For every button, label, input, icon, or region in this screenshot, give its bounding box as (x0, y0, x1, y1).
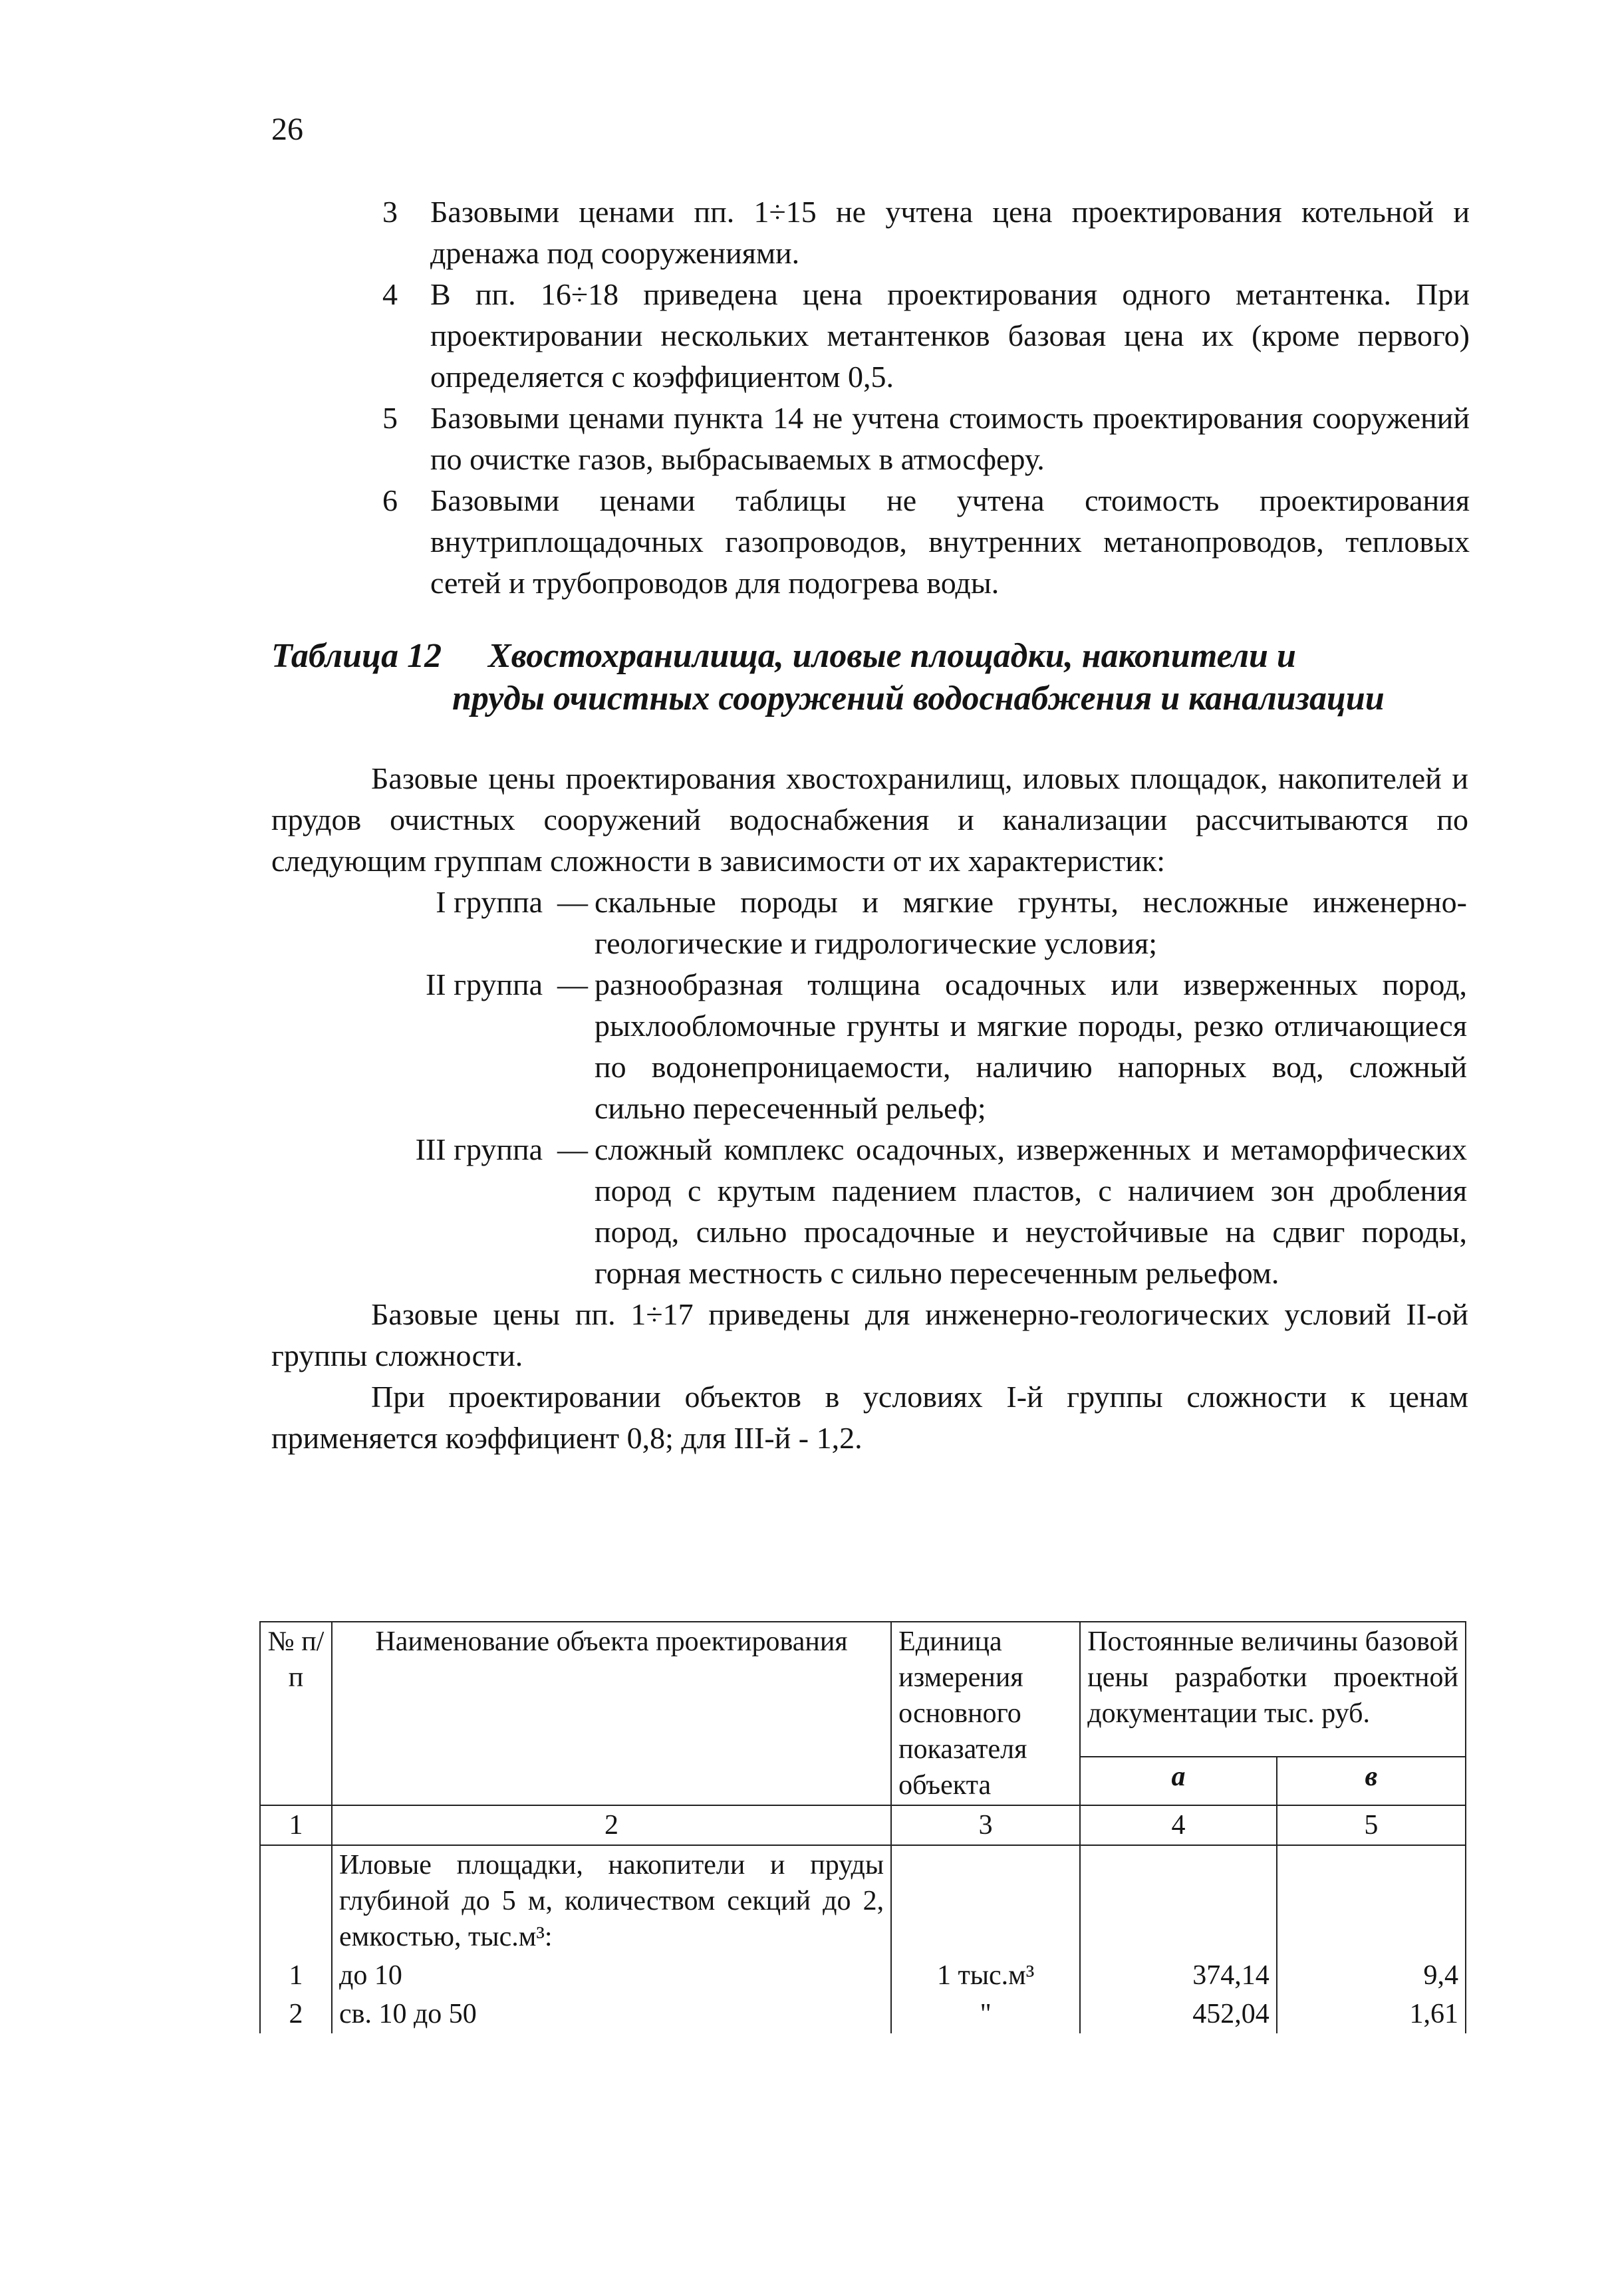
group-dash: — (557, 1132, 588, 1166)
column-number: 2 (332, 1805, 891, 1845)
note-number: 6 (382, 483, 398, 517)
group-name: II группа (425, 967, 543, 1001)
group-dash: — (557, 967, 588, 1001)
table-heading-line1 (271, 635, 1468, 678)
table-label: Таблица 12 (271, 637, 442, 675)
group-name: I группа (436, 885, 543, 919)
column-number: 1 (260, 1805, 332, 1845)
note-number: 4 (382, 277, 398, 311)
row-unit: 1 тыс.м³ (891, 1956, 1080, 1995)
paragraph-group-note: Базовые цены пп. 1÷17 приведены для инженерно-геологических условий II-ой группы сложности. (271, 1297, 1468, 1372)
column-number: 5 (1277, 1805, 1466, 1845)
table-header-row (260, 1622, 1466, 1757)
table-title-part2: пруды очистных сооружений водоснабжения и канализации (452, 680, 1385, 717)
row-value-b: 1,61 (1277, 1995, 1466, 2033)
group-description: разнообразная толщина осадочных или изверженных пород, рыхлообломочные грунты и мягкие породы, резко отличающиеся по водонепроницаемости, наличию напорных вод, сложный сильно пересеченный рельеф; (595, 967, 1467, 1125)
table-group-row (260, 1845, 1466, 1956)
row-number: 2 (260, 1995, 332, 2033)
intro-paragraph: Базовые цены проектирования хвостохранилищ, иловых площадок, накопителей и прудов очистных сооружений водоснабжения и канализации рассчитываются по следующим группам сложности в зависимости от их характеристик: (271, 761, 1468, 878)
group-title: Иловые площадки, накопители и пруды глубиной до 5 м, количеством секций до 2, емкостью, тыс.м³: (332, 1845, 891, 1956)
note-text: Базовыми ценами пункта 14 не учтена стоимость проектирования сооружений по очистке газов, выбрасываемых в атмосферу. (430, 401, 1470, 476)
intro-section (271, 758, 1468, 1459)
header-number: № п/п (260, 1622, 332, 1805)
row-name: до 10 (332, 1956, 891, 1995)
column-number: 4 (1080, 1805, 1277, 1845)
note-text: Базовыми ценами таблицы не учтена стоимость проектирования внутриплощадочных газопроводов, внутренних метанопроводов, тепловых сетей и трубопроводов для подогрева воды. (430, 483, 1470, 600)
header-object-name: Наименование объекта проектирования (332, 1622, 891, 1805)
group-description: скальные породы и мягкие грунты, несложные инженерно-геологические и гидрологические условия; (595, 885, 1467, 960)
row-value-b: 9,4 (1277, 1956, 1466, 1995)
note-number: 5 (382, 401, 398, 435)
table-title-part1: Хвостохранилища, иловые площадки, накопители и (488, 637, 1296, 675)
complexity-groups (271, 882, 1468, 1294)
group-item (271, 1129, 1468, 1294)
header-base-price: Постоянные величины базовой цены разработки проектной документации тыс. руб. (1080, 1622, 1466, 1757)
note-text: В пп. 16÷18 приведена цена проектирования одного метантенка. При проектировании нескольких метантенков базовая цена их (кроме первого) определяется с коэффициентом 0,5. (430, 277, 1470, 394)
note-text: Базовыми ценами пп. 1÷15 не учтена цена проектирования котельной и дренажа под сооружениями. (430, 195, 1470, 270)
table-row (260, 1995, 1466, 2033)
note-item (382, 398, 1470, 480)
row-unit: " (891, 1995, 1080, 2033)
header-unit: Единица измерения основного показателя объекта (891, 1622, 1080, 1805)
row-value-a: 452,04 (1080, 1995, 1277, 2033)
note-item (382, 480, 1470, 604)
group-description: сложный комплекс осадочных, изверженных и метаморфических пород с крутым падением пластов, с наличием зон дробления пород, сильно просадочные и неустойчивые на сдвиг породы, горная местность с сильно пересеченным рельефом. (595, 1132, 1467, 1290)
header-sub-a: а (1080, 1757, 1277, 1805)
header-sub-b: в (1277, 1757, 1466, 1805)
group-item (271, 964, 1468, 1129)
notes-list (382, 191, 1470, 604)
price-table (259, 1621, 1466, 2033)
column-numbers-row (260, 1805, 1466, 1845)
column-number: 3 (891, 1805, 1080, 1845)
row-name: св. 10 до 50 (332, 1995, 891, 2033)
group-name: III группа (415, 1132, 543, 1166)
row-value-a: 374,14 (1080, 1956, 1277, 1995)
note-item (382, 191, 1470, 274)
note-number: 3 (382, 195, 398, 229)
table-row (260, 1956, 1466, 1995)
group-dash: — (557, 885, 588, 919)
table-heading (271, 635, 1468, 720)
group-item (271, 882, 1468, 964)
page-number: 26 (271, 112, 303, 147)
note-item (382, 274, 1470, 398)
paragraph-coefficient: При проектировании объектов в условиях I-й группы сложности к ценам применяется коэффициент 0,8; для III-й - 1,2. (271, 1380, 1468, 1455)
row-number: 1 (260, 1956, 332, 1995)
